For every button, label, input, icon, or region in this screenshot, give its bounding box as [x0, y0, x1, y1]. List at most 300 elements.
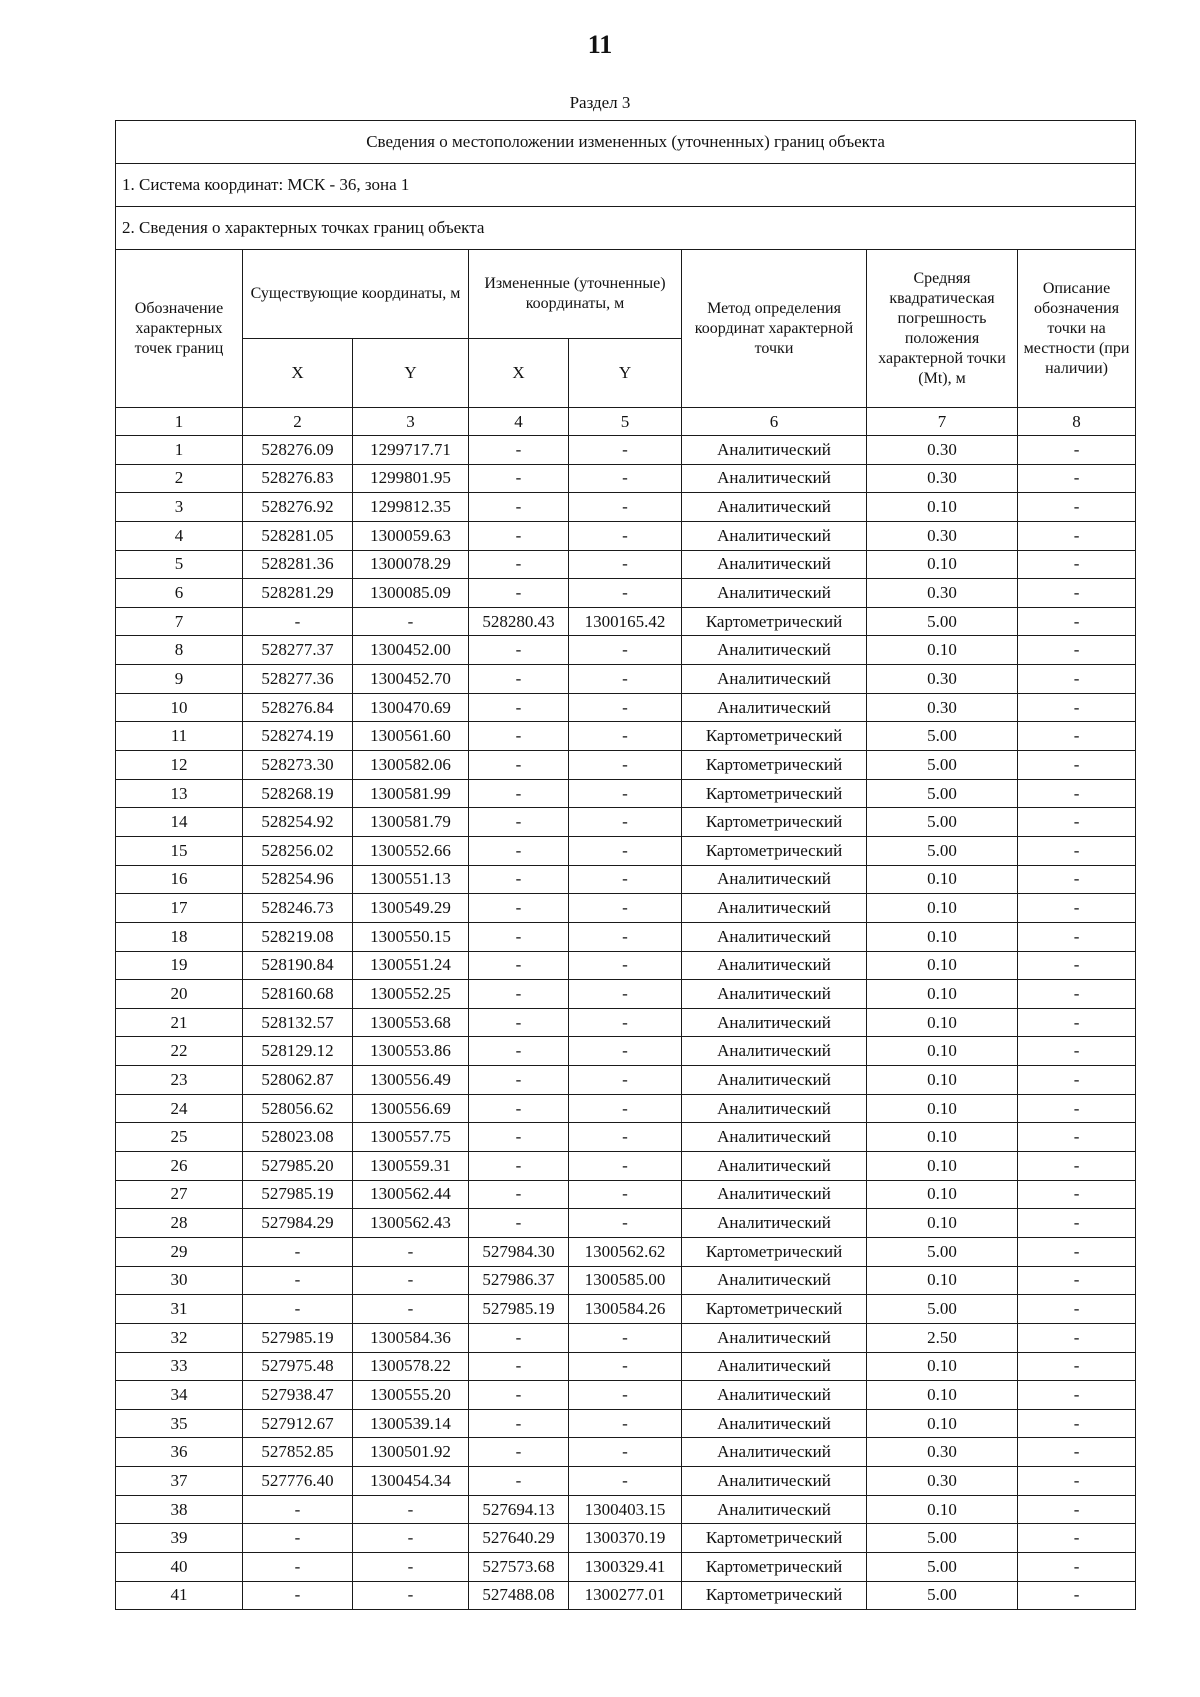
cell-method: Аналитический: [682, 436, 867, 465]
column-number: 7: [867, 408, 1018, 436]
cell-existing-x: -: [243, 1495, 353, 1524]
cell-method: Аналитический: [682, 493, 867, 522]
cell-point-number: 14: [116, 808, 243, 837]
cell-method: Картометрический: [682, 1552, 867, 1581]
cell-existing-x: 527938.47: [243, 1381, 353, 1410]
cell-error: 0.30: [867, 1467, 1018, 1496]
cell-point-number: 11: [116, 722, 243, 751]
cell-point-number: 38: [116, 1495, 243, 1524]
cell-changed-y: -: [569, 464, 682, 493]
cell-point-number: 16: [116, 865, 243, 894]
cell-existing-x: 528254.96: [243, 865, 353, 894]
points-caption: 2. Сведения о характерных точках границ объекта: [116, 207, 1136, 250]
cell-point-number: 4: [116, 521, 243, 550]
cell-changed-y: -: [569, 1409, 682, 1438]
table-row: [116, 550, 1136, 579]
cell-existing-x: 528277.37: [243, 636, 353, 665]
cell-existing-y: 1300582.06: [353, 751, 469, 780]
cell-method: Аналитический: [682, 951, 867, 980]
cell-existing-y: 1300556.49: [353, 1066, 469, 1095]
cell-changed-x: 528280.43: [469, 607, 569, 636]
cell-changed-y: -: [569, 894, 682, 923]
cell-point-number: 22: [116, 1037, 243, 1066]
cell-error: 0.30: [867, 1438, 1018, 1467]
table-row: [116, 579, 1136, 608]
cell-existing-x: 528277.36: [243, 665, 353, 694]
cell-existing-x: -: [243, 607, 353, 636]
cell-changed-y: -: [569, 836, 682, 865]
cell-existing-x: 528132.57: [243, 1008, 353, 1037]
cell-error: 0.10: [867, 922, 1018, 951]
cell-method: Аналитический: [682, 1008, 867, 1037]
table-title: Сведения о местоположении измененных (уточненных) границ объекта: [116, 121, 1136, 164]
column-number: 6: [682, 408, 867, 436]
cell-point-number: 17: [116, 894, 243, 923]
cell-changed-y: -: [569, 951, 682, 980]
cell-changed-x: -: [469, 636, 569, 665]
cell-error: 0.30: [867, 579, 1018, 608]
cell-method: Аналитический: [682, 1066, 867, 1095]
table-row: [116, 436, 1136, 465]
cell-description: -: [1018, 636, 1136, 665]
cell-existing-x: 528276.83: [243, 464, 353, 493]
cell-existing-y: 1299717.71: [353, 436, 469, 465]
cell-existing-y: -: [353, 1552, 469, 1581]
table-row: [116, 722, 1136, 751]
cell-description: -: [1018, 1094, 1136, 1123]
cell-error: 0.10: [867, 1180, 1018, 1209]
cell-changed-x: -: [469, 836, 569, 865]
cell-error: 0.10: [867, 894, 1018, 923]
cell-description: -: [1018, 1008, 1136, 1037]
cell-method: Аналитический: [682, 1266, 867, 1295]
cell-changed-y: -: [569, 980, 682, 1009]
cell-changed-y: -: [569, 493, 682, 522]
column-number: 3: [353, 408, 469, 436]
cell-method: Аналитический: [682, 1409, 867, 1438]
page-number: 11: [587, 30, 613, 59]
cell-existing-y: -: [353, 1266, 469, 1295]
cell-method: Аналитический: [682, 1123, 867, 1152]
cell-existing-x: 528160.68: [243, 980, 353, 1009]
cell-description: -: [1018, 1552, 1136, 1581]
cell-existing-y: 1300562.43: [353, 1209, 469, 1238]
cell-changed-x: -: [469, 922, 569, 951]
cell-changed-y: -: [569, 1323, 682, 1352]
cell-description: -: [1018, 751, 1136, 780]
cell-method: Картометрический: [682, 722, 867, 751]
cell-existing-y: 1300581.79: [353, 808, 469, 837]
cell-existing-x: 527912.67: [243, 1409, 353, 1438]
cell-point-number: 12: [116, 751, 243, 780]
cell-description: -: [1018, 1237, 1136, 1266]
cell-description: -: [1018, 1209, 1136, 1238]
cell-error: 0.10: [867, 951, 1018, 980]
cell-changed-x: -: [469, 1381, 569, 1410]
cell-existing-y: 1300584.36: [353, 1323, 469, 1352]
cell-existing-x: -: [243, 1581, 353, 1610]
cell-existing-y: 1300552.25: [353, 980, 469, 1009]
cell-changed-x: 527488.08: [469, 1581, 569, 1610]
cell-method: Аналитический: [682, 1152, 867, 1181]
cell-description: -: [1018, 1352, 1136, 1381]
table-row: [116, 894, 1136, 923]
cell-changed-x: -: [469, 1037, 569, 1066]
cell-existing-y: 1300551.24: [353, 951, 469, 980]
cell-point-number: 34: [116, 1381, 243, 1410]
table-row: [116, 636, 1136, 665]
cell-method: Аналитический: [682, 1352, 867, 1381]
cell-existing-x: -: [243, 1524, 353, 1553]
table-row: [116, 865, 1136, 894]
cell-description: -: [1018, 607, 1136, 636]
table-row: [116, 1037, 1136, 1066]
cell-changed-x: -: [469, 550, 569, 579]
cell-existing-x: 528056.62: [243, 1094, 353, 1123]
cell-error: 0.10: [867, 1352, 1018, 1381]
cell-existing-y: 1300078.29: [353, 550, 469, 579]
table-row: [116, 1180, 1136, 1209]
cell-point-number: 23: [116, 1066, 243, 1095]
cell-error: 5.00: [867, 779, 1018, 808]
cell-existing-x: 528268.19: [243, 779, 353, 808]
cell-method: Аналитический: [682, 636, 867, 665]
cell-existing-x: 528276.09: [243, 436, 353, 465]
header-method: Метод определения координат характерной точки: [682, 250, 867, 408]
cell-error: 0.10: [867, 1066, 1018, 1095]
table-row: [116, 1066, 1136, 1095]
cell-description: -: [1018, 521, 1136, 550]
cell-error: 5.00: [867, 722, 1018, 751]
cell-error: 5.00: [867, 751, 1018, 780]
cell-changed-x: 527984.30: [469, 1237, 569, 1266]
cell-existing-x: 527985.19: [243, 1180, 353, 1209]
cell-method: Аналитический: [682, 693, 867, 722]
cell-point-number: 41: [116, 1581, 243, 1610]
cell-changed-y: 1300585.00: [569, 1266, 682, 1295]
cell-changed-x: -: [469, 464, 569, 493]
cell-changed-y: -: [569, 1180, 682, 1209]
cell-existing-y: 1300555.20: [353, 1381, 469, 1410]
table-row: [116, 1323, 1136, 1352]
cell-existing-x: 528281.36: [243, 550, 353, 579]
table-row: [116, 1438, 1136, 1467]
cell-method: Аналитический: [682, 1438, 867, 1467]
cell-method: Картометрический: [682, 1524, 867, 1553]
header-description: Описание обозначения точки на местности (при наличии): [1018, 250, 1136, 408]
table-row: [116, 1352, 1136, 1381]
cell-description: -: [1018, 1066, 1136, 1095]
cell-error: 2.50: [867, 1323, 1018, 1352]
cell-changed-y: -: [569, 1352, 682, 1381]
table-row: [116, 521, 1136, 550]
table-row: [116, 1266, 1136, 1295]
cell-method: Аналитический: [682, 865, 867, 894]
cell-point-number: 6: [116, 579, 243, 608]
cell-description: -: [1018, 693, 1136, 722]
cell-error: 0.10: [867, 1266, 1018, 1295]
cell-existing-y: 1300550.15: [353, 922, 469, 951]
cell-description: -: [1018, 836, 1136, 865]
cell-existing-y: -: [353, 1581, 469, 1610]
cell-point-number: 37: [116, 1467, 243, 1496]
cell-error: 5.00: [867, 607, 1018, 636]
table-row: [116, 1524, 1136, 1553]
cell-changed-y: -: [569, 779, 682, 808]
cell-description: -: [1018, 894, 1136, 923]
header-y-changed: Y: [569, 339, 682, 408]
table-row: [116, 808, 1136, 837]
cell-existing-y: 1300452.00: [353, 636, 469, 665]
cell-changed-x: -: [469, 1152, 569, 1181]
cell-point-number: 40: [116, 1552, 243, 1581]
table-row: [116, 1409, 1136, 1438]
cell-description: -: [1018, 550, 1136, 579]
cell-point-number: 15: [116, 836, 243, 865]
cell-existing-x: 527975.48: [243, 1352, 353, 1381]
cell-existing-x: 528281.05: [243, 521, 353, 550]
cell-changed-y: -: [569, 665, 682, 694]
cell-changed-x: -: [469, 1180, 569, 1209]
cell-changed-y: 1300584.26: [569, 1295, 682, 1324]
cell-method: Аналитический: [682, 1094, 867, 1123]
cell-error: 0.30: [867, 665, 1018, 694]
cell-point-number: 13: [116, 779, 243, 808]
cell-error: 0.10: [867, 636, 1018, 665]
cell-error: 0.30: [867, 693, 1018, 722]
cell-method: Картометрический: [682, 751, 867, 780]
cell-description: -: [1018, 1266, 1136, 1295]
cell-method: Аналитический: [682, 922, 867, 951]
cell-changed-y: -: [569, 436, 682, 465]
cell-existing-y: 1300551.13: [353, 865, 469, 894]
cell-changed-y: -: [569, 808, 682, 837]
cell-existing-y: 1300059.63: [353, 521, 469, 550]
cell-changed-y: -: [569, 922, 682, 951]
cell-existing-x: 528129.12: [243, 1037, 353, 1066]
cell-existing-y: 1300561.60: [353, 722, 469, 751]
column-number: 2: [243, 408, 353, 436]
cell-description: -: [1018, 579, 1136, 608]
section-title: Раздел 3: [569, 93, 631, 112]
cell-description: -: [1018, 665, 1136, 694]
cell-description: -: [1018, 1180, 1136, 1209]
cell-error: 0.10: [867, 1008, 1018, 1037]
cell-existing-x: 528023.08: [243, 1123, 353, 1152]
cell-description: -: [1018, 980, 1136, 1009]
header-error: Средняя квадратическая погрешность положения характерной точки (Mt), м: [867, 250, 1018, 408]
cell-existing-x: -: [243, 1295, 353, 1324]
cell-changed-y: -: [569, 1123, 682, 1152]
table-row: [116, 1381, 1136, 1410]
cell-changed-x: -: [469, 865, 569, 894]
cell-description: -: [1018, 865, 1136, 894]
cell-existing-y: 1300581.99: [353, 779, 469, 808]
cell-point-number: 39: [116, 1524, 243, 1553]
cell-existing-y: 1300452.70: [353, 665, 469, 694]
table-row: [116, 1581, 1136, 1610]
cell-description: -: [1018, 808, 1136, 837]
cell-existing-y: 1300562.44: [353, 1180, 469, 1209]
cell-changed-x: -: [469, 521, 569, 550]
cell-changed-y: -: [569, 579, 682, 608]
cell-error: 0.10: [867, 1495, 1018, 1524]
cell-error: 5.00: [867, 1552, 1018, 1581]
cell-changed-y: 1300370.19: [569, 1524, 682, 1553]
cell-existing-x: 528276.92: [243, 493, 353, 522]
cell-existing-y: 1300553.86: [353, 1037, 469, 1066]
cell-changed-y: -: [569, 722, 682, 751]
cell-method: Аналитический: [682, 1037, 867, 1066]
cell-error: 5.00: [867, 1524, 1018, 1553]
cell-existing-y: -: [353, 1495, 469, 1524]
cell-existing-x: 528276.84: [243, 693, 353, 722]
cell-point-number: 31: [116, 1295, 243, 1324]
cell-changed-x: -: [469, 1352, 569, 1381]
column-number: 8: [1018, 408, 1136, 436]
cell-point-number: 19: [116, 951, 243, 980]
cell-existing-x: 528219.08: [243, 922, 353, 951]
cell-method: Аналитический: [682, 550, 867, 579]
cell-method: Аналитический: [682, 579, 867, 608]
cell-existing-x: 528246.73: [243, 894, 353, 923]
cell-changed-y: -: [569, 550, 682, 579]
table-row: [116, 693, 1136, 722]
cell-point-number: 35: [116, 1409, 243, 1438]
cell-changed-y: -: [569, 1381, 682, 1410]
cell-changed-x: -: [469, 722, 569, 751]
cell-error: 0.30: [867, 436, 1018, 465]
header-y-existing: Y: [353, 339, 469, 408]
cell-description: -: [1018, 1037, 1136, 1066]
header-existing-coords: Существующие координаты, м: [243, 250, 469, 339]
cell-existing-x: 528281.29: [243, 579, 353, 608]
cell-description: -: [1018, 1409, 1136, 1438]
cell-changed-y: -: [569, 865, 682, 894]
cell-description: -: [1018, 1467, 1136, 1496]
cell-point-number: 26: [116, 1152, 243, 1181]
cell-changed-y: 1300562.62: [569, 1237, 682, 1266]
cell-point-number: 18: [116, 922, 243, 951]
cell-error: 5.00: [867, 1581, 1018, 1610]
cell-changed-y: -: [569, 1008, 682, 1037]
table-row: [116, 1152, 1136, 1181]
cell-description: -: [1018, 1524, 1136, 1553]
header-x-existing: X: [243, 339, 353, 408]
cell-error: 0.10: [867, 1409, 1018, 1438]
cell-existing-y: 1300549.29: [353, 894, 469, 923]
cell-changed-x: -: [469, 951, 569, 980]
cell-description: -: [1018, 1381, 1136, 1410]
cell-changed-y: -: [569, 1467, 682, 1496]
cell-changed-x: -: [469, 579, 569, 608]
table-row: [116, 1237, 1136, 1266]
cell-description: -: [1018, 1295, 1136, 1324]
cell-existing-x: -: [243, 1266, 353, 1295]
cell-error: 5.00: [867, 1237, 1018, 1266]
cell-point-number: 2: [116, 464, 243, 493]
table-row: [116, 779, 1136, 808]
cell-error: 5.00: [867, 808, 1018, 837]
cell-changed-x: -: [469, 1066, 569, 1095]
cell-method: Картометрический: [682, 1295, 867, 1324]
cell-method: Аналитический: [682, 894, 867, 923]
cell-existing-x: 528273.30: [243, 751, 353, 780]
cell-changed-x: -: [469, 1323, 569, 1352]
cell-changed-y: 1300329.41: [569, 1552, 682, 1581]
cell-changed-y: -: [569, 636, 682, 665]
cell-method: Картометрический: [682, 1237, 867, 1266]
cell-error: 0.10: [867, 1209, 1018, 1238]
cell-method: Аналитический: [682, 980, 867, 1009]
cell-changed-x: 527694.13: [469, 1495, 569, 1524]
cell-changed-x: -: [469, 1094, 569, 1123]
cell-existing-y: -: [353, 1295, 469, 1324]
cell-changed-x: 527986.37: [469, 1266, 569, 1295]
cell-existing-y: 1300454.34: [353, 1467, 469, 1496]
cell-changed-x: -: [469, 1008, 569, 1037]
cell-point-number: 10: [116, 693, 243, 722]
cell-error: 0.10: [867, 1037, 1018, 1066]
cell-error: 0.10: [867, 980, 1018, 1009]
cell-error: 5.00: [867, 836, 1018, 865]
cell-existing-x: 528190.84: [243, 951, 353, 980]
cell-changed-y: -: [569, 1066, 682, 1095]
cell-point-number: 32: [116, 1323, 243, 1352]
cell-changed-y: -: [569, 1037, 682, 1066]
cell-error: 0.10: [867, 1152, 1018, 1181]
cell-changed-y: -: [569, 1152, 682, 1181]
cell-changed-x: -: [469, 1438, 569, 1467]
cell-changed-y: 1300277.01: [569, 1581, 682, 1610]
cell-point-number: 7: [116, 607, 243, 636]
cell-changed-y: -: [569, 1438, 682, 1467]
table-row: [116, 1495, 1136, 1524]
cell-method: Аналитический: [682, 1467, 867, 1496]
header-changed-coords: Измененные (уточненные) координаты, м: [469, 250, 682, 339]
cell-changed-x: -: [469, 779, 569, 808]
cell-point-number: 25: [116, 1123, 243, 1152]
cell-method: Аналитический: [682, 521, 867, 550]
boundary-points-table: [115, 120, 1136, 1610]
cell-existing-x: 527985.19: [243, 1323, 353, 1352]
table-row: [116, 951, 1136, 980]
cell-point-number: 28: [116, 1209, 243, 1238]
cell-point-number: 30: [116, 1266, 243, 1295]
cell-description: -: [1018, 1152, 1136, 1181]
cell-changed-x: -: [469, 894, 569, 923]
cell-existing-y: 1300559.31: [353, 1152, 469, 1181]
cell-description: -: [1018, 1438, 1136, 1467]
cell-description: -: [1018, 1323, 1136, 1352]
cell-existing-y: 1300552.66: [353, 836, 469, 865]
table-row: [116, 1552, 1136, 1581]
cell-changed-x: -: [469, 693, 569, 722]
cell-changed-x: -: [469, 1467, 569, 1496]
cell-error: 5.00: [867, 1295, 1018, 1324]
table-row: [116, 665, 1136, 694]
cell-error: 0.10: [867, 1381, 1018, 1410]
header-point-designation: Обозначение характерных точек границ: [116, 250, 243, 408]
cell-existing-y: 1300578.22: [353, 1352, 469, 1381]
column-number: 1: [116, 408, 243, 436]
cell-point-number: 20: [116, 980, 243, 1009]
cell-existing-y: 1300501.92: [353, 1438, 469, 1467]
cell-method: Картометрический: [682, 607, 867, 636]
cell-point-number: 24: [116, 1094, 243, 1123]
cell-point-number: 29: [116, 1237, 243, 1266]
cell-changed-x: -: [469, 1123, 569, 1152]
